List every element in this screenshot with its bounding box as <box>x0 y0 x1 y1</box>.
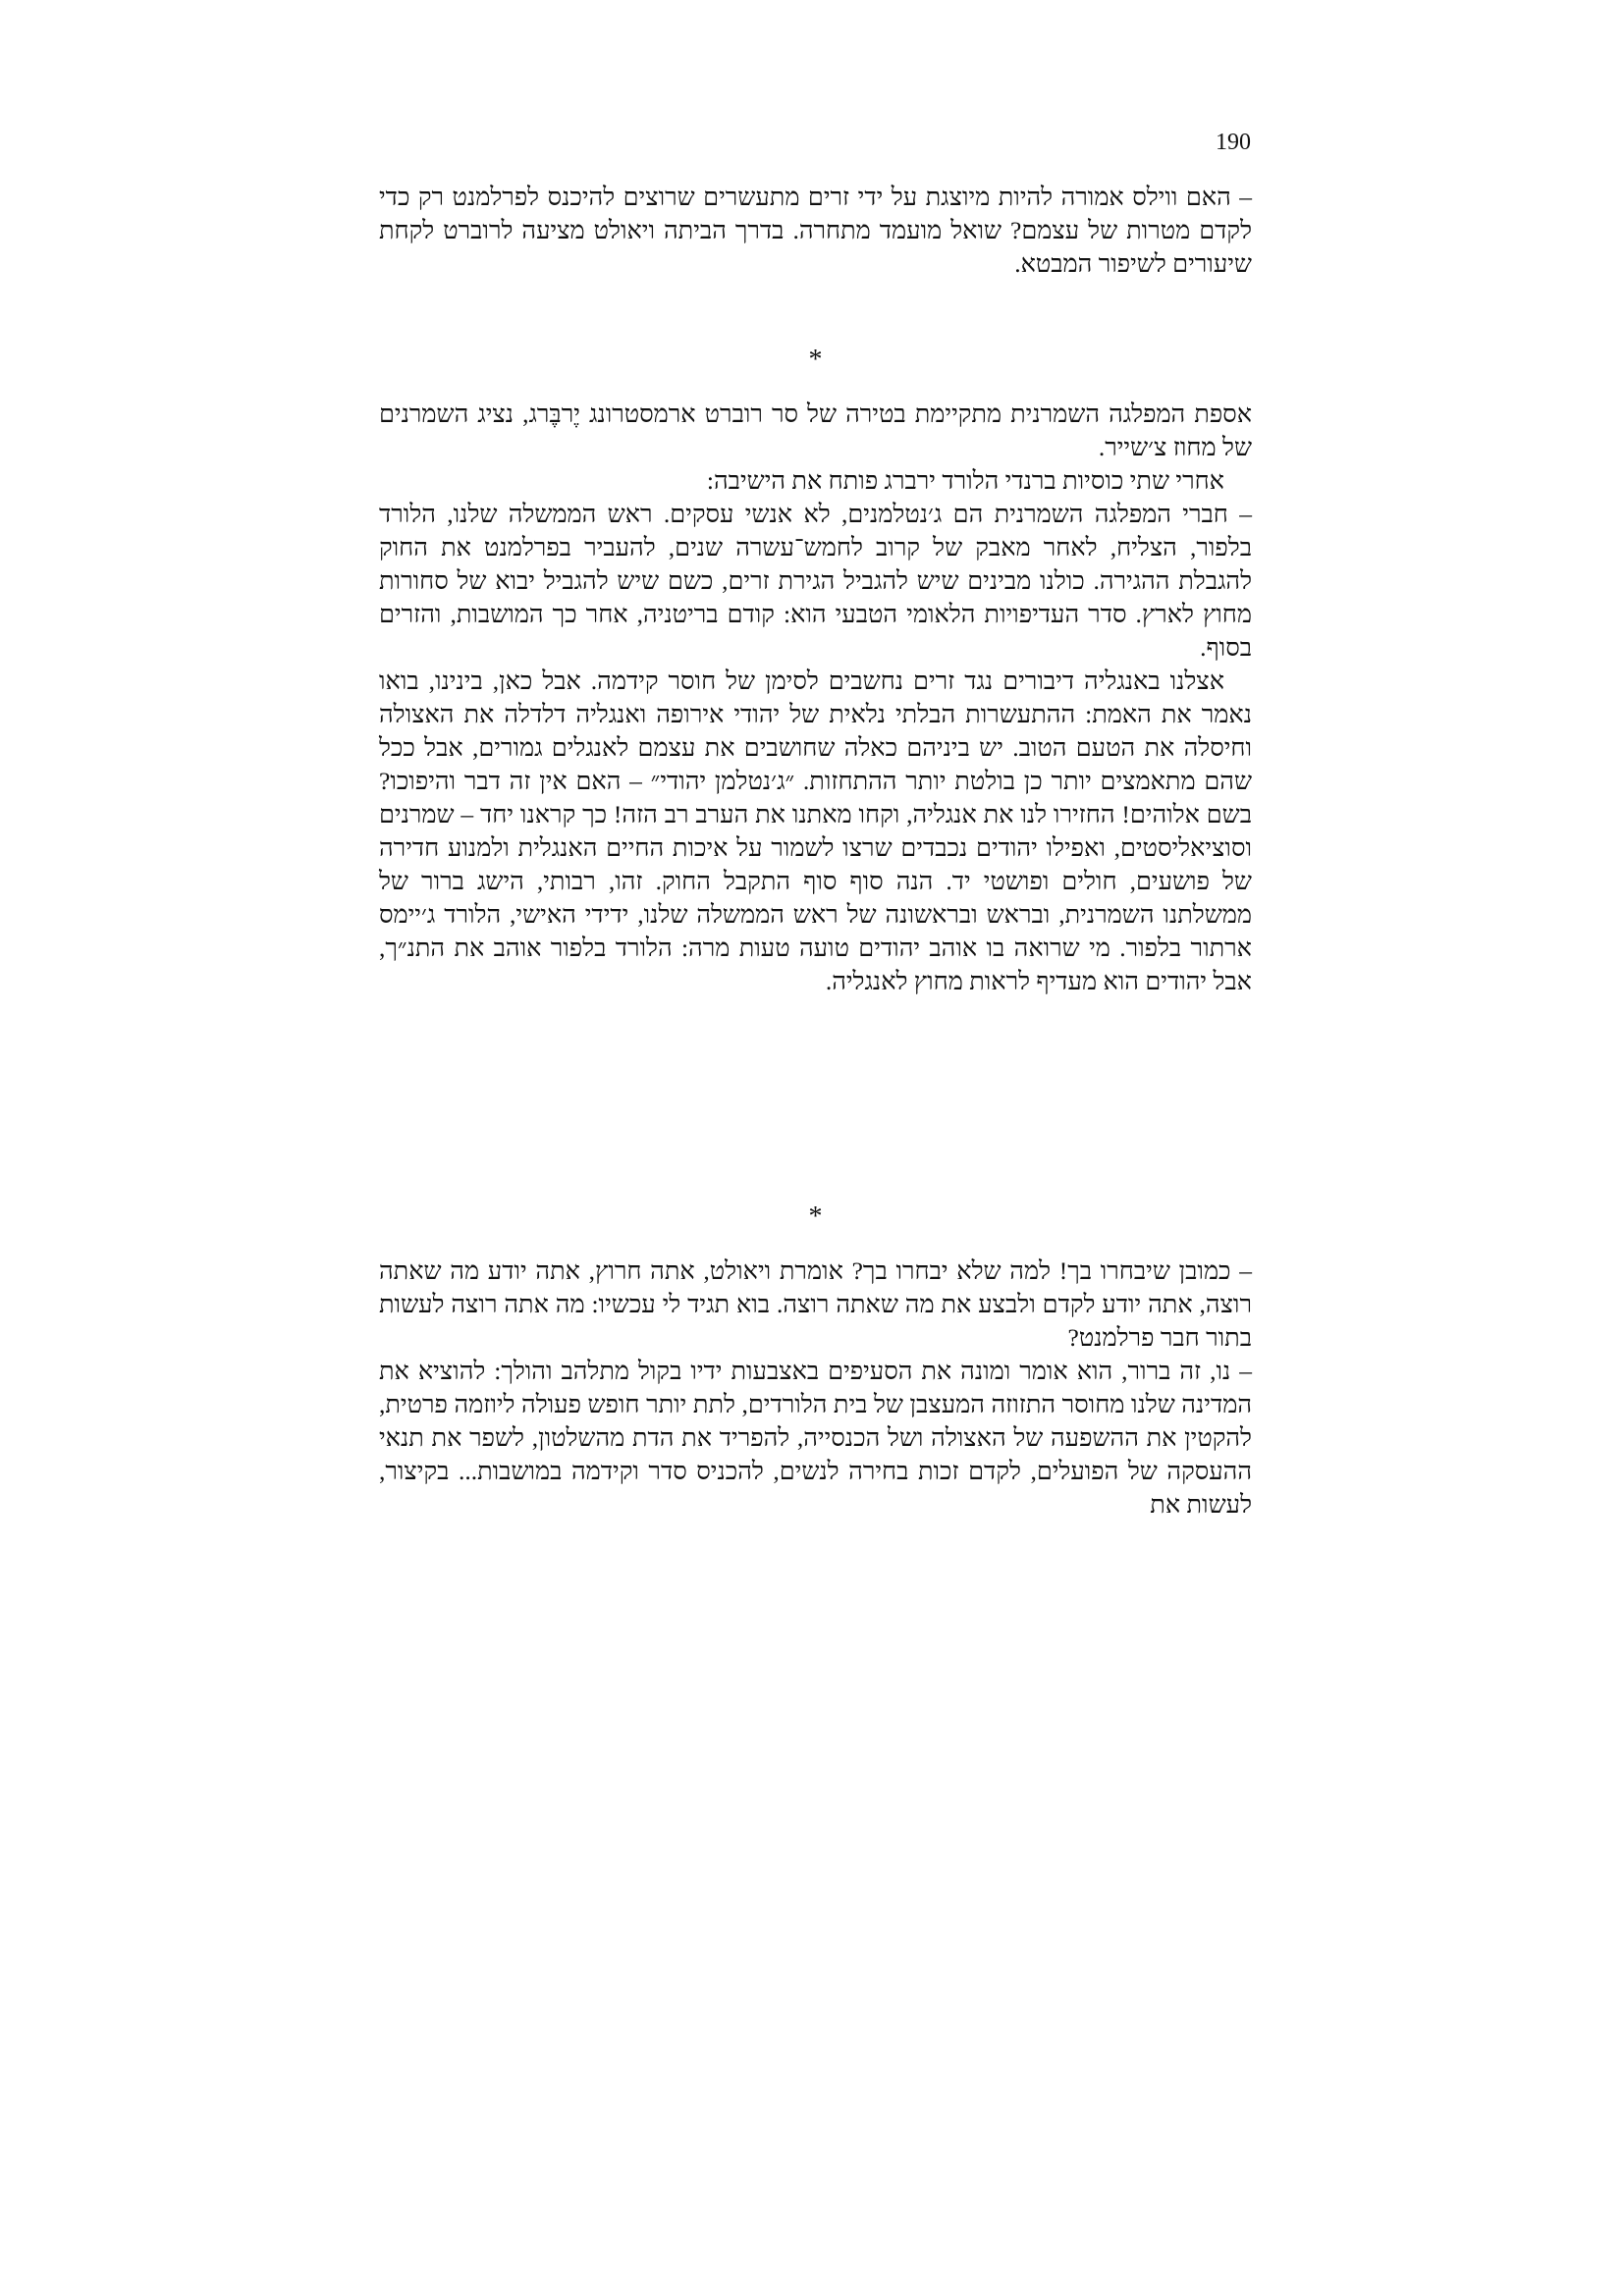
text-section-2 <box>379 398 1252 998</box>
paragraph: אצלנו באנגליה דיבורים נגד זרים נחשבים לסימן של חוסר קידמה. אבל כאן, בינינו, בואו נאמר את האמת: ההתעשרות הבלתי נלאית של יהודי אירופה ואנגליה דלדלה את האצולה וחיסלה את הטעם הטוב. יש ביניהם כאלה שחושבים את עצמם לאנגלים גמורים, אבל ככל שהם מתאמצים יותר כן בולטת יותר ההתחזות. ״ג׳נטלמן יהודי״ – האם אין זה דבר והיפוכו? בשם אלוהים! החזירו לנו את אנגליה, וקחו מאתנו את הערב רב הזה! כך קראנו יחד – שמרנים וסוציאליסטים, ואפילו יהודים נכבדים שרצו לשמור על איכות החיים האנגלית ולמנוע חדירה של פושעים, חולים ופושטי יד. הנה סוף סוף התקבל החוק. זהו, רבותי, הישג ברור של ממשלתנו השמרנית, ובראש ובראשונה של ראש הממשלה שלנו, ידידי האישי, הלורד ג׳יימס ארתור בלפור. מי שרואה בו אוהב יהודים טועה טעות מרה: הלורד בלפור אוהב את התנ״ך, אבל יהודים הוא מעדיף לראות מחוץ לאנגליה. <box>379 667 1252 995</box>
section-break-asterisk: * <box>808 1201 823 1232</box>
page-number: 190 <box>1216 130 1251 155</box>
paragraph: אחרי שתי כוסיות ברנדי הלורד ירברג פותח את הישיבה: <box>706 466 1224 495</box>
text-section-3 <box>379 1255 1252 1522</box>
paragraph: – חברי המפלגה השמרנית הם ג׳נטלמנים, לא אנשי עסקים. ראש הממשלה שלנו, הלורד בלפור, הצליח, לאחר מאבק של קרוב לחמש־עשרה שנים, להעביר בפרלמנט את החוק להגבלת ההגירה. כולנו מבינים שיש להגביל הגירת זרים, כשם שיש להגביל יבוא של סחורות מחוץ לארץ. סדר העדיפויות הלאומי הטבעי הוא: קודם בריטניה, אחר כך המושבות, והזרים בסוף. <box>379 500 1252 662</box>
paragraph: – נו, זה ברור, הוא אומר ומונה את הסעיפים באצבעות ידיו בקול מתלהב והולך: להוציא את המדינה שלנו מחוסר התזוזה המעצבן של בית הלורדים, לתת יותר חופש פעולה ליוזמה פרטית, להקטין את ההשפעה של האצולה ושל הכנסייה, להפריד את הדת מהשלטון, לשפר את תנאי ההעסקה של הפועלים, לקדם זכות בחירה לנשים, להכניס סדר וקידמה במושבות... בקיצור, לעשות את <box>379 1357 1252 1519</box>
paragraph: אספת המפלגה השמרנית מתקיימת בטירה של סר רוברט ארמסטרונג יֶרבֶּרג, נציג השמרנים של מחוז צ׳שייר. <box>379 400 1252 461</box>
section-break-asterisk: * <box>808 345 823 375</box>
paragraph: – כמובן שיבחרו בך! למה שלא יבחרו בך? אומרת ויאולט, אתה חרוץ, אתה יודע מה שאתה רוצה, אתה יודע לקדם ולבצע את מה שאתה רוצה. בוא תגיד לי עכשיו: מה אתה רוצה לעשות בתור חבר פרלמנט? <box>379 1256 1252 1352</box>
paragraph: – האם ווילס אמורה להיות מיוצגת על ידי זרים מתעשרים שרוצים להיכנס לפרלמנט רק כדי לקדם מטרות של עצמם? שואל מועמד מתחרה. בדרך הביתה ויאולט מציעה לרוברט לקחת שיעורים לשיפור המבטא. <box>379 183 1252 278</box>
text-section-1 <box>379 181 1252 281</box>
